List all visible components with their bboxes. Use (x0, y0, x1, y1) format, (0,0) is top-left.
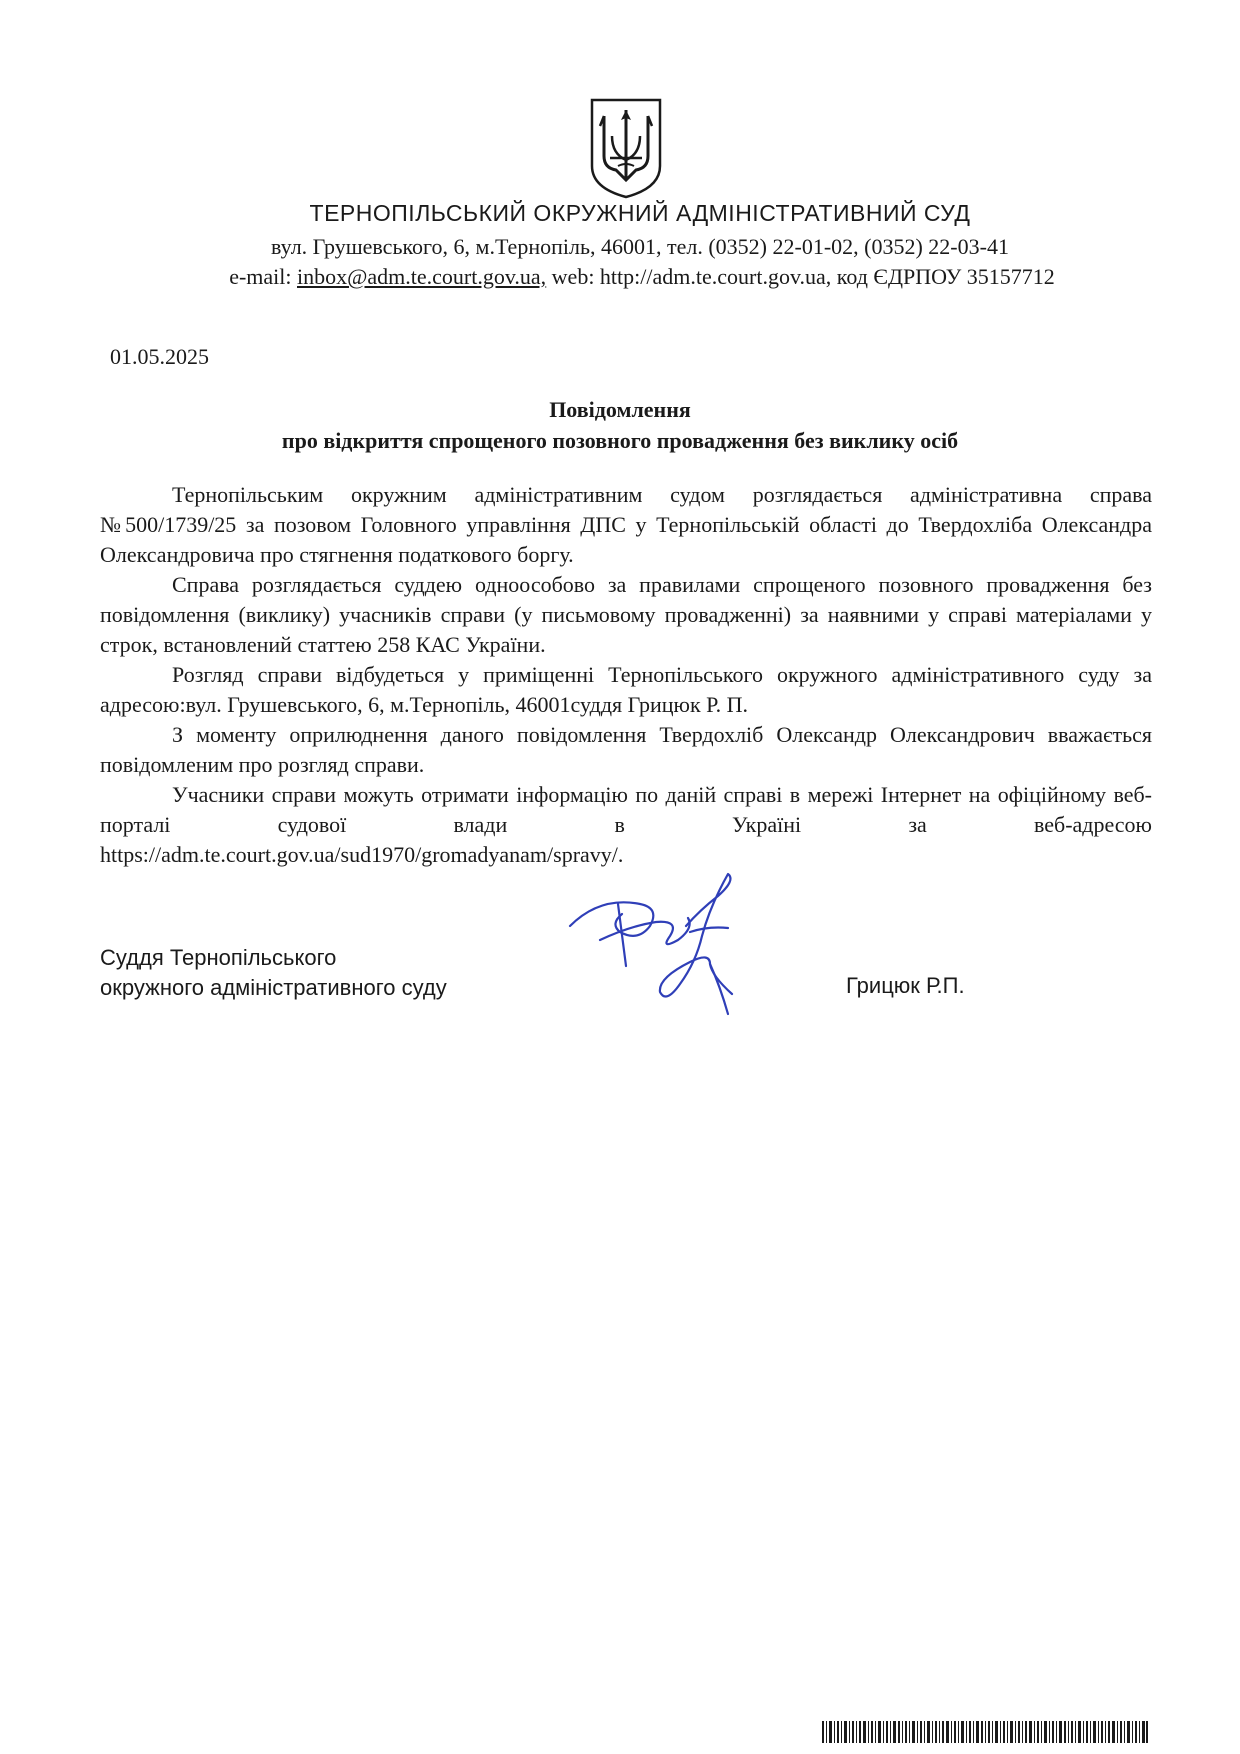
web-and-code: web: http://adm.te.court.gov.ua, код ЄДРПОУ 35157712 (546, 264, 1055, 289)
trident-coat-of-arms-icon (588, 96, 664, 200)
document-date: 01.05.2025 (110, 344, 209, 369)
paragraph-notice: З моменту оприлюднення даного повідомлення Твердохліб Олександр Олександрович вважається повідомленим про розгляд справи. (100, 722, 1152, 777)
court-address: вул. Грушевського, 6, м.Тернопіль, 46001, тел. (0352) 22-01-02, (0352) 22-03-41 (271, 234, 1009, 259)
email-prefix: e-mail: (229, 264, 297, 289)
document-body (100, 480, 1152, 870)
email-link[interactable]: inbox@adm.te.court.gov.ua, (297, 264, 547, 289)
judge-name: Грицюк Р.П. (846, 973, 965, 998)
paragraph-case-info: Тернопільським окружним адміністративним судом розглядається адміністративна справа №500/1739/25 за позовом Головного управління ДПС у Тернопільській області до Твердохліба Олександра Олександровича про стягнення податкового боргу. (100, 482, 1152, 567)
judge-position-line1: Суддя Тернопільського (100, 945, 337, 970)
barcode-icon (822, 1721, 1148, 1743)
handwritten-signature (560, 866, 780, 1036)
portal-url[interactable]: https://adm.te.court.gov.ua/sud1970/gromadyanam/spravy/. (100, 842, 624, 867)
document-title: Повідомлення (549, 397, 691, 422)
document-subtitle: про відкриття спрощеного позовного провадження без виклику осіб (281, 428, 959, 453)
paragraph-procedure: Справа розглядається суддею одноособово за правилами спрощеного позовного провадження без повідомлення (виклику) учасників справи (у письмовому провадженні) за наявними у справі матеріалами у строк, встановлений статтею 258 КАС України. (100, 572, 1152, 657)
judge-position (100, 943, 447, 1003)
judge-position-line2: окружного адміністративного суду (100, 975, 447, 1000)
court-contacts (0, 264, 1240, 290)
paragraph-location: Розгляд справи відбудеться у приміщенні Тернопільського окружного адміністративного суду за адресою:вул. Грушевського, 6, м.Тернопіль, 46001суддя Грицюк Р. П. (100, 662, 1152, 717)
paragraph-portal: Учасники справи можуть отримати інформацію по даній справі в мережі Інтернет на офіційному веб-порталі судової влади в Україні за веб-адресою (100, 782, 1152, 837)
court-name: ТЕРНОПІЛЬСЬКИЙ ОКРУЖНИЙ АДМІНІСТРАТИВНИЙ СУД (309, 200, 971, 226)
